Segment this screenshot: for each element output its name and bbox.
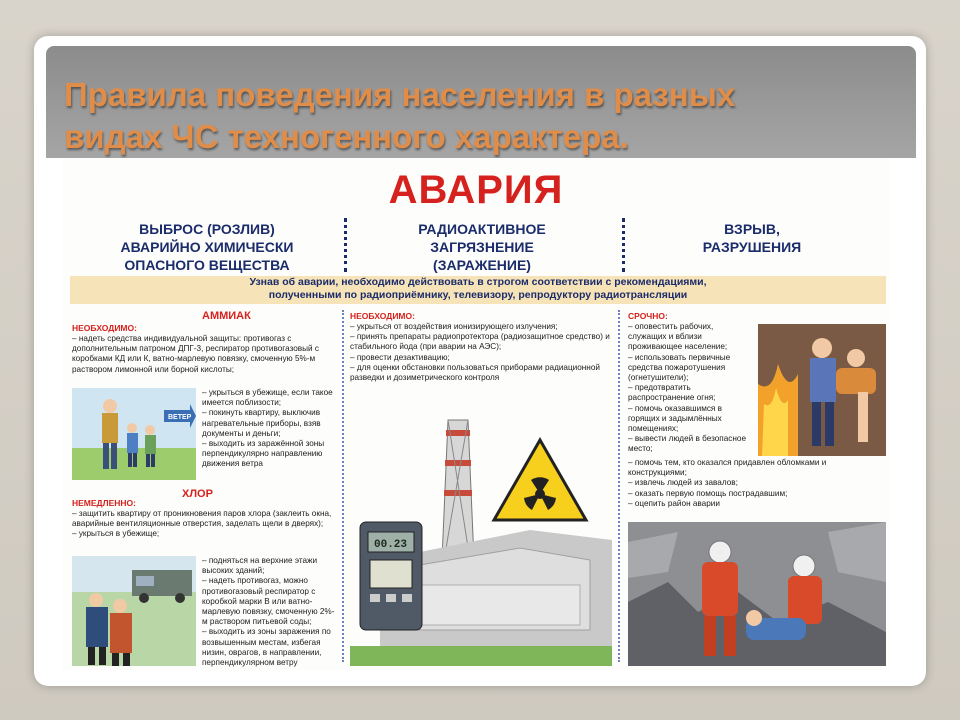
radiation-text: – укрыться от воздействия ионизирующего излучения; – принять препараты радиопротектора (радиозащитное средство) и стабильного йода (при аварии на АЭС); – провести дезактивацию; – для оценки обстановки пользоваться приборами радиационной разведки и дозиметрического контроля [350, 322, 610, 383]
accident-poster [62, 158, 890, 670]
header-divider [344, 218, 347, 272]
slide-title-line-2: видах ЧС техногенного характера. [64, 118, 629, 155]
explosion-label: СРОЧНО: [628, 311, 668, 321]
column-heading-line: ВЫБРОС (РОЗЛИВ) [139, 221, 275, 237]
header-divider [622, 218, 625, 272]
column-rule [618, 310, 620, 662]
column-heading-explosion [642, 220, 862, 256]
slide-title-line-1: Правила поведения населения в разных [64, 76, 736, 113]
chlorine-heading: ХЛОР [182, 488, 213, 500]
poster-heading: АВАРИЯ [388, 168, 564, 212]
column-heading-chemical [82, 220, 332, 274]
column-heading-line: (ЗАРАЖЕНИЕ) [433, 257, 531, 273]
wind-label: ВЕТЕР [168, 414, 192, 421]
explosion-text: – оповестить рабочих, служащих и вблизи проживающее население; – использовать первичные средства пожаротушения (огнетушители); – предотвратить распространение огня; – помочь оказавшимся в горящих и задымлённых помещениях; – вывести людей в безопасное место; [628, 322, 747, 454]
column-heading-line: РАДИОАКТИВНОЕ [418, 221, 546, 237]
radiation-label: НЕОБХОДИМО: [350, 311, 415, 321]
chlorine-scene-illustration [72, 556, 196, 666]
rubble-rescue-illustration [628, 522, 886, 666]
nuclear-plant-illustration [350, 410, 612, 666]
chlorine-text-right: – подняться на верхние этажи высоких зданий; – надеть противогаз, можно противогазовый респиратор с коробкой марки В или ватно-марлевую повязку, смоченную 2%-м раствором питьевой соды; – выходить из зоны заражения по возвышенным местам, избегая низин, оврагов, в направлении, перпендикулярном ветру [202, 556, 335, 668]
ammonia-text-right: – укрыться в убежище, если такое имеется поблизости; – покинуть квартиру, выключив нагревательные приборы, взяв документы и деньги; – выходить из заражённой зоны перпендикулярно направлению движения ветра [202, 388, 333, 469]
column-heading-radiation [362, 220, 602, 274]
info-band [70, 276, 886, 304]
column-heading-line: ОПАСНОГО ВЕЩЕСТВА [124, 257, 290, 273]
column-rule [342, 310, 344, 662]
chlorine-text-top: – защитить квартиру от проникновения паров хлора (заклеить окна, аварийные вентиляционные отверстия, заделать щели в дверях); – укрыться в убежище; [72, 509, 332, 539]
ammonia-heading: АММИАК [202, 310, 251, 322]
column-heading-line: ВЗРЫВ, [724, 221, 780, 237]
explosion-text-wide: – помочь тем, кто оказался придавлен обломками и конструкциями; – извлечь людей из завалов; – оказать первую помощь пострадавшим; – оцепить район аварии [628, 458, 827, 508]
column-heading-line: АВАРИЙНО ХИМИЧЕСКИ [120, 239, 294, 255]
evacuation-illustration [72, 388, 196, 480]
info-line: Узнав об аварии, необходимо действовать в строгом соответствии с рекомендациями, [249, 276, 707, 288]
info-line: полученными по радиоприёмнику, телевизору, репродуктору радиотрансляции [268, 289, 688, 301]
column-heading-line: ЗАГРЯЗНЕНИЕ [430, 239, 534, 255]
ammonia-label: НЕОБХОДИМО: [72, 323, 137, 333]
rescue-fire-illustration [758, 324, 886, 456]
slide-title [64, 74, 884, 158]
column-heading-line: РАЗРУШЕНИЯ [702, 239, 802, 255]
ammonia-text-top: – надеть средства индивидуальной защиты: противогаз с дополнительным патроном ДПГ-3, респиратор противогазовый с коробками КД или К, ватно-марлевую повязку, смоченную 5%-м раствором лимонной или борной кислоты; [72, 334, 319, 374]
chlorine-label: НЕМЕДЛЕННО: [72, 498, 136, 508]
dosimeter-reading: 00.23 [374, 539, 408, 551]
